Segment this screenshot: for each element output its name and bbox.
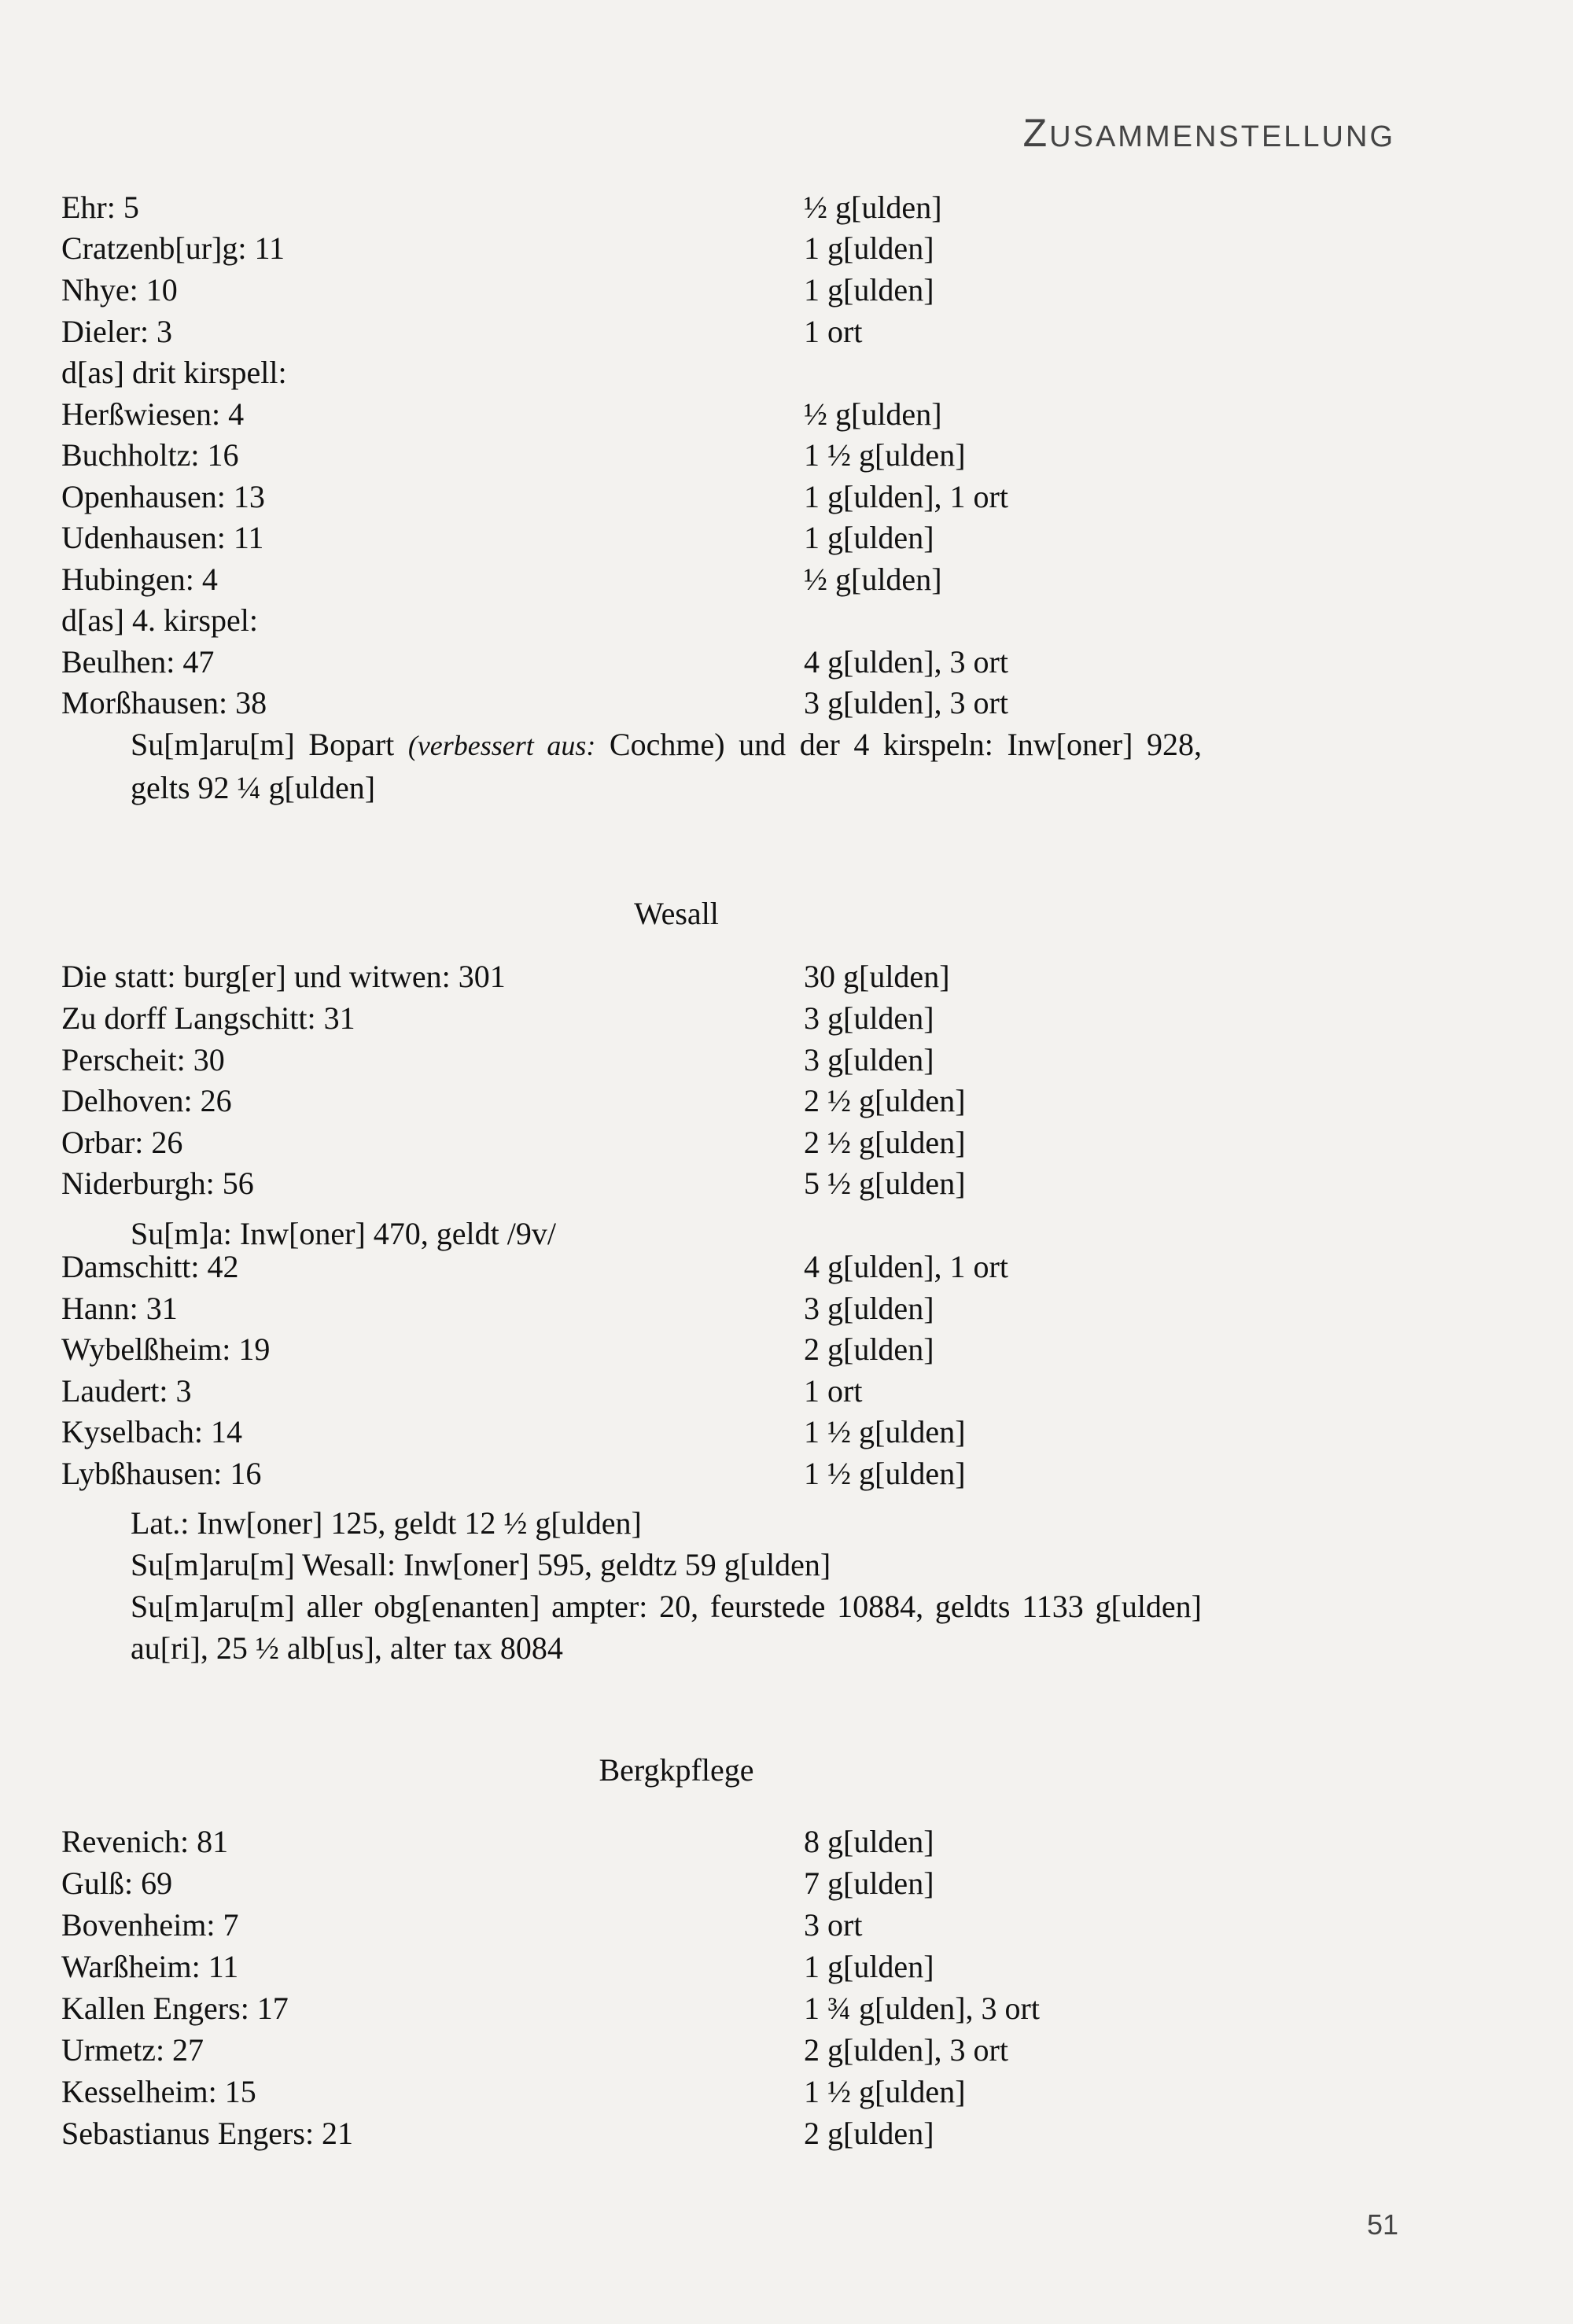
list-item [61, 1331, 1477, 1373]
list-item [61, 2115, 1477, 2157]
running-header [1023, 110, 1395, 156]
list-item [61, 396, 1477, 438]
list-item [61, 271, 1477, 314]
list-item [61, 478, 1477, 521]
list-item [61, 561, 1477, 603]
place-entry: Dieler: 3 [61, 314, 173, 349]
page-number: 51 [1367, 2208, 1399, 2241]
section-heading-bergkpflege: Bergkpflege [599, 1752, 754, 1788]
list-item [61, 1082, 1477, 1125]
list-item [61, 354, 1477, 396]
amount-entry: 1 g[ulden] [804, 520, 934, 555]
list-item [61, 958, 1477, 1000]
list-item [61, 1990, 1477, 2032]
place-entry: Hubingen: 4 [61, 562, 218, 597]
list-item [61, 189, 1477, 231]
place-entry: Delhoven: 26 [61, 1083, 232, 1118]
place-entry: Udenhausen: 11 [61, 520, 264, 555]
amount-entry: 1 g[ulden] [804, 272, 934, 308]
amount-entry: 2 g[ulden], 3 ort [804, 2032, 1008, 2068]
amount-entry: 1 g[ulden] [804, 1949, 934, 1984]
amount-entry: 2 g[ulden] [804, 2116, 934, 2151]
place-entry: Die statt: burg[er] und witwen: 301 [61, 959, 506, 994]
summary-all-ampter: Su[m]aru[m] aller obg[enanten] ampter: 20, feurstede 10884, geldts 1133 g[ulden] au[ri], 25 ½ alb[us], alter tax 8084 [131, 1589, 1202, 1666]
place-entry: Sebastianus Engers: 21 [61, 2116, 354, 2151]
amount-entry: 3 g[ulden] [804, 1291, 934, 1326]
place-entry: Niderburgh: 56 [61, 1166, 254, 1201]
summary-bopart: Su[m]aru[m] Bopart (verbessert aus: Cochme) und der 4 kirspeln: Inw[oner] 928, gelts 92 ¼ g[ulden] [131, 727, 1202, 805]
place-entry: Buchholtz: 16 [61, 437, 239, 473]
amount-entry: 4 g[ulden], 1 ort [804, 1249, 1008, 1284]
list-item [61, 1372, 1477, 1415]
place-entry: Kesselheim: 15 [61, 2074, 256, 2109]
amount-entry: 3 ort [804, 1907, 863, 1943]
amount-entry: 1 ½ g[ulden] [804, 437, 966, 473]
place-entry: Revenich: 81 [61, 1824, 229, 1859]
amount-entry: 2 ½ g[ulden] [804, 1125, 966, 1160]
amount-entry: 5 ½ g[ulden] [804, 1166, 966, 1201]
place-entry: Cratzenb[ur]g: 11 [61, 230, 285, 266]
place-entry: Laudert: 3 [61, 1373, 192, 1409]
place-entry: Hann: 31 [61, 1291, 178, 1326]
place-entry: Warßheim: 11 [61, 1949, 239, 1984]
list-item [61, 1906, 1477, 1949]
amount-entry: 1 ½ g[ulden] [804, 1456, 966, 1491]
summary-wesall: Su[m]aru[m] Wesall: Inw[oner] 595, geldtz 59 g[ulden] [131, 1547, 831, 1582]
amount-entry: 1 ¾ g[ulden], 3 ort [804, 1991, 1040, 2026]
place-entry: Wybelßheim: 19 [61, 1331, 271, 1367]
place-entry: Openhausen: 13 [61, 479, 265, 514]
list-item [61, 1948, 1477, 1991]
amount-entry: 2 ½ g[ulden] [804, 1083, 966, 1118]
amount-entry: 1 g[ulden], 1 ort [804, 479, 1008, 514]
amount-entry: 3 g[ulden], 3 ort [804, 685, 1008, 720]
list-item [61, 1455, 1477, 1497]
amount-entry: 1 ort [804, 1373, 863, 1409]
place-entry: Urmetz: 27 [61, 2032, 204, 2068]
list-item [61, 1165, 1477, 1207]
amount-entry: 3 g[ulden] [804, 1042, 934, 1077]
place-entry: Zu dorff Langschitt: 31 [61, 1000, 355, 1036]
place-entry: d[as] 4. kirspel: [61, 602, 258, 638]
place-entry: d[as] drit kirspell: [61, 355, 287, 390]
list-item [61, 1000, 1477, 1042]
place-entry: Beulhen: 47 [61, 644, 215, 680]
amount-entry: 2 g[ulden] [804, 1331, 934, 1367]
summary-subtotal: Su[m]a: Inw[oner] 470, geldt /9v/ [131, 1216, 556, 1251]
list-item [61, 1413, 1477, 1456]
list-item [61, 1041, 1477, 1084]
place-entry: Kallen Engers: 17 [61, 1991, 289, 2026]
list-item [61, 313, 1477, 355]
amount-entry: 7 g[ulden] [804, 1865, 934, 1901]
list-item [61, 643, 1477, 686]
amount-entry: 1 ½ g[ulden] [804, 1414, 966, 1449]
list-item [61, 1865, 1477, 1907]
list-item [61, 1248, 1477, 1291]
amount-entry: 1 ort [804, 314, 863, 349]
amount-entry: ½ g[ulden] [804, 190, 942, 225]
list-item [61, 2073, 1477, 2116]
place-entry: Nhye: 10 [61, 272, 178, 308]
amount-entry: 4 g[ulden], 3 ort [804, 644, 1008, 680]
place-entry: Morßhausen: 38 [61, 685, 267, 720]
list-item [61, 230, 1477, 272]
amount-entry: 3 g[ulden] [804, 1000, 934, 1036]
amount-entry: 1 ½ g[ulden] [804, 2074, 966, 2109]
place-entry: Kyselbach: 14 [61, 1414, 242, 1449]
header-initial: Z [1022, 111, 1050, 155]
place-entry: Bovenheim: 7 [61, 1907, 239, 1943]
amount-entry: ½ g[ulden] [804, 562, 942, 597]
list-item [61, 519, 1477, 562]
place-entry: Perscheit: 30 [61, 1042, 225, 1077]
editorial-note: (verbessert aus: [407, 730, 596, 761]
amount-entry: 1 g[ulden] [804, 230, 934, 266]
place-entry: Lybßhausen: 16 [61, 1456, 262, 1491]
amount-entry: ½ g[ulden] [804, 396, 942, 432]
place-entry: Orbar: 26 [61, 1125, 183, 1160]
list-item [61, 1823, 1477, 1865]
list-item [61, 1290, 1477, 1332]
amount-entry: 30 g[ulden] [804, 959, 950, 994]
header-rest: USAMMENSTELLUNG [1049, 120, 1395, 153]
place-entry: Damschitt: 42 [61, 1249, 239, 1284]
section-heading-wesall: Wesall [634, 896, 719, 931]
summary-lat: Lat.: Inw[oner] 125, geldt 12 ½ g[ulden] [131, 1505, 642, 1541]
list-item [61, 602, 1477, 644]
list-item [61, 2031, 1477, 2074]
place-entry: Ehr: 5 [61, 190, 139, 225]
list-item [61, 1124, 1477, 1166]
list-item [61, 436, 1477, 479]
place-entry: Gulß: 69 [61, 1865, 173, 1901]
place-entry: Herßwiesen: 4 [61, 396, 245, 432]
list-item [61, 684, 1477, 727]
amount-entry: 8 g[ulden] [804, 1824, 934, 1859]
